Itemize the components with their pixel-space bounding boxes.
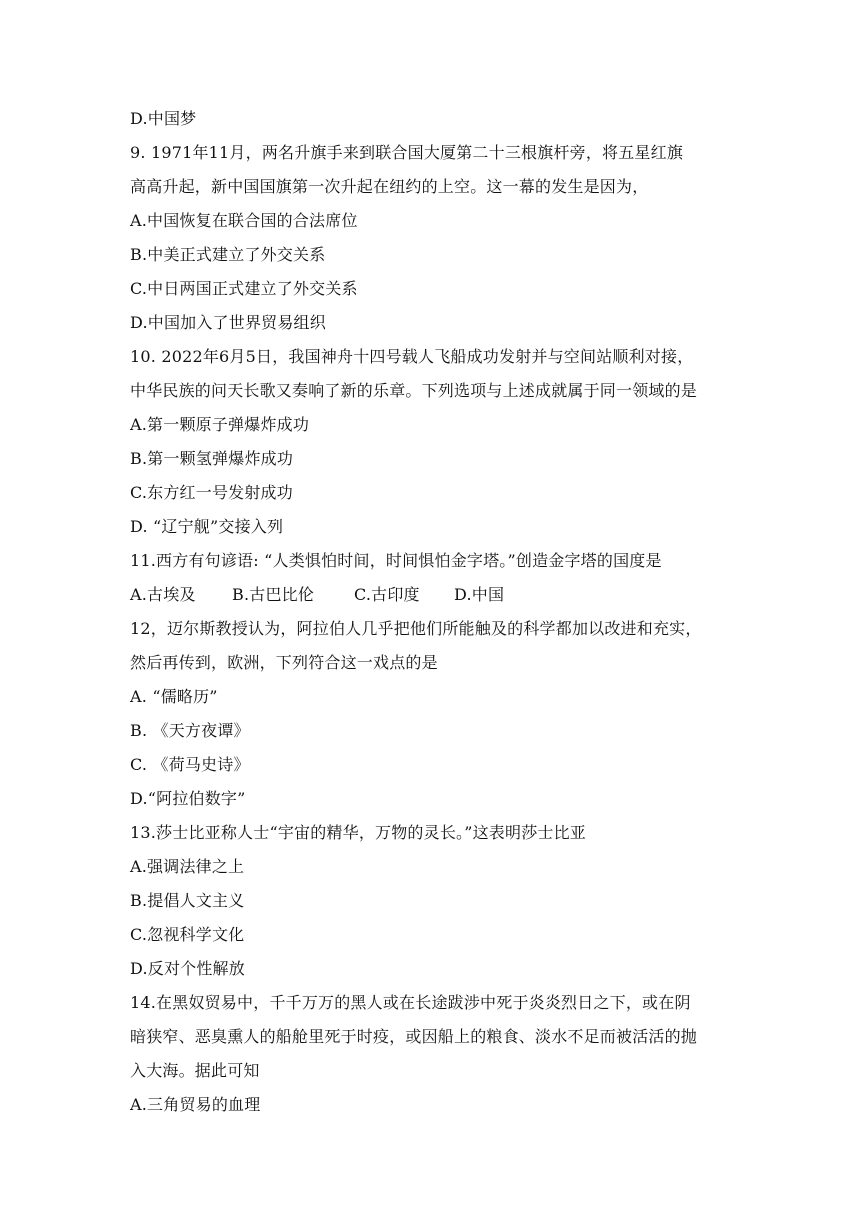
question-content (130, 102, 730, 1122)
option-line: C.忽视科学文化 (130, 925, 245, 944)
question-14-stem-line-1: 14.在黑奴贸易中，千千万万的黑人或在长途跋涉中死于炎炎烈日之下，或在阴 (130, 993, 691, 1012)
option-line: B. 《天方夜谭》 (130, 721, 250, 740)
option-line: A. “儒略历” (130, 687, 218, 706)
question-14-stem-line-3: 入大海。据此可知 (130, 1061, 260, 1080)
option-line: B.提倡人文主义 (130, 891, 245, 910)
option-line: B.第一颗氢弹爆炸成功 (130, 449, 294, 468)
question-13-stem: 13.莎士比亚称人士“宇宙的精华，万物的灵长。”这表明莎士比亚 (130, 823, 587, 842)
question-12-stem-line-2: 然后再传到，欧洲，下列符合这一戏点的是 (130, 653, 438, 672)
option-line: C.东方红一号发射成功 (130, 483, 293, 502)
option-line: A.强调法律之上 (130, 857, 245, 876)
option-line: C. 《荷马史诗》 (130, 755, 250, 774)
option-line: D.“阿拉伯数字” (130, 789, 246, 808)
question-9-stem-line-1: 9. 1971年11月，两名升旗手来到联合国大厦第二十三根旗杆旁，将五星红旗 (130, 143, 684, 162)
option-line: D.中国梦 (130, 109, 197, 128)
option-d: D.中国 (454, 585, 505, 604)
option-line: A.中国恢复在联合国的合法席位 (130, 211, 358, 230)
option-line: D.反对个性解放 (130, 959, 245, 978)
option-line: A.三角贸易的血理 (130, 1095, 261, 1114)
option-c: C.古印度 (354, 585, 420, 604)
question-14-stem-line-2: 暗狭窄、恶臭熏人的船舱里死于时疫，或因船上的粮食、淡水不足而被活活的抛 (130, 1027, 698, 1046)
option-b: B.古巴比伦 (232, 585, 315, 604)
option-line: C.中日两国正式建立了外交关系 (130, 279, 358, 298)
question-12-stem-line-1: 12，迈尔斯教授认为，阿拉伯人几乎把他们所能触及的科学都加以改进和充实， (130, 619, 702, 638)
option-line: D.中国加入了世界贸易组织 (130, 313, 326, 332)
question-11-stem: 11.西方有句谚语: “人类惧怕时间，时间惧怕金字塔。”创造金字塔的国度是 (130, 551, 662, 570)
option-line: D. “辽宁舰”交接入列 (130, 517, 284, 536)
option-a: A.古埃及 (130, 585, 196, 604)
question-9-stem-line-2: 高高升起，新中国国旗第一次升起在纽约的上空。这一幕的发生是因为， (130, 177, 649, 196)
question-11-options-row (130, 578, 730, 612)
question-10-stem-line-2: 中华民族的问天长歌又奏响了新的乐章。下列选项与上述成就属于同一领域的是 (130, 381, 698, 400)
option-line: B.中美正式建立了外交关系 (130, 245, 326, 264)
option-line: A.第一颗原子弹爆炸成功 (130, 415, 310, 434)
question-10-stem-line-1: 10. 2022年6月5日，我国神舟十四号载人飞船成功发射并与空间站顺利对接， (130, 347, 694, 366)
